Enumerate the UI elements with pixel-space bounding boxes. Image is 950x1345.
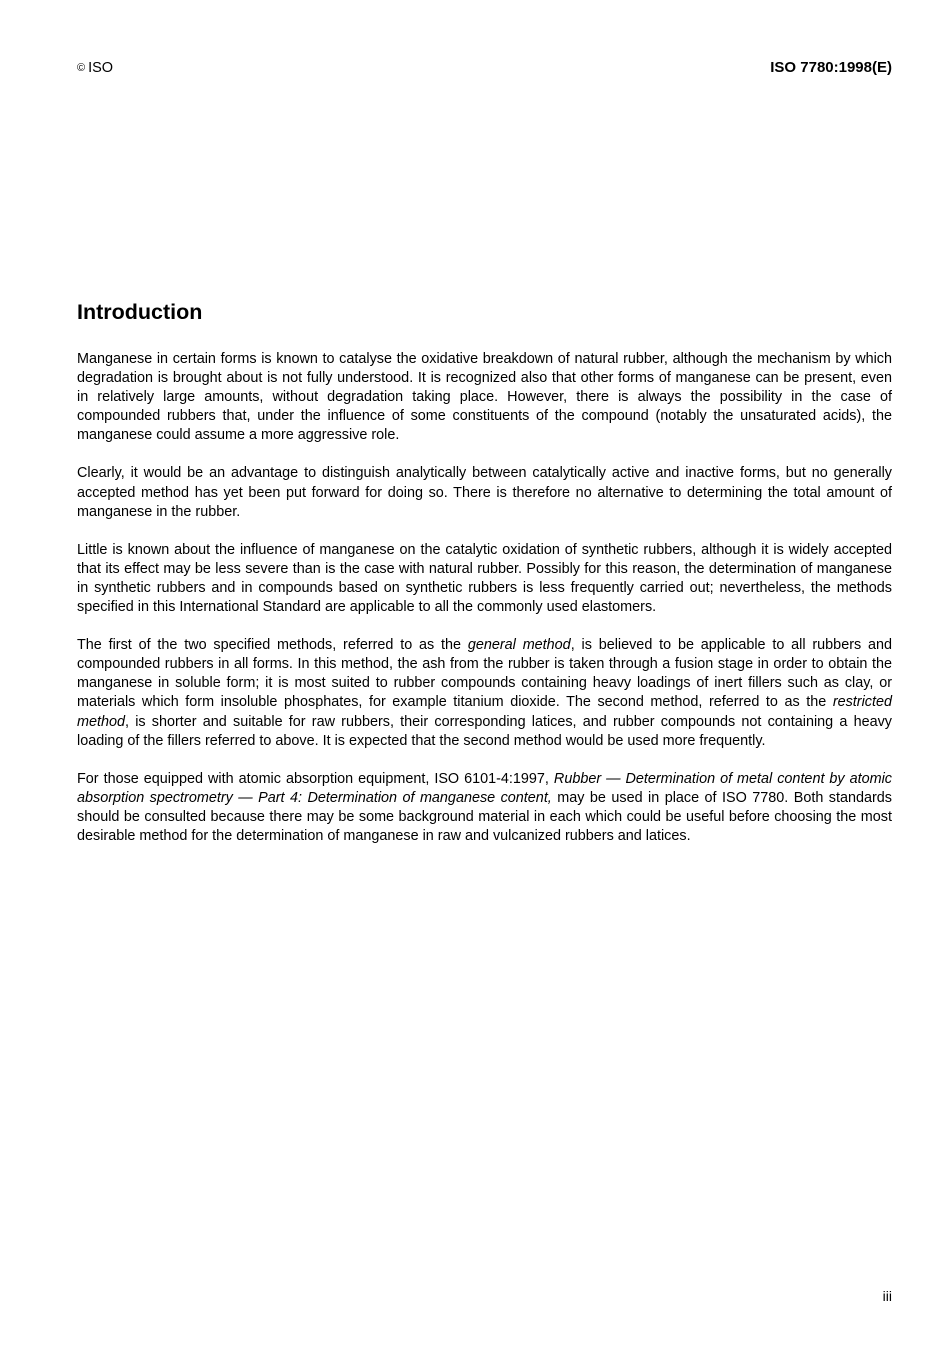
paragraph-4-text-c: , is shorter and suitable for raw rubbers, their corresponding latices, and rubber compounds not containing a heavy loading of the fillers referred to above. It is expected that the second method would be used more frequently. — [77, 713, 892, 749]
paragraph-1: Manganese in certain forms is known to catalyse the oxidative breakdown of natural rubber, although the mechanism by which degradation is brought about is not fully understood. It is recognized also that other forms of manganese can be present, even in relatively large amounts, without degradation taking place. However, there is always the possibility in the case of compounded rubbers that, under the influence of some constituents of the compound (notably the unsaturated acids), the manganese could assume a more aggressive role. — [77, 351, 892, 444]
paragraph-4-text-a: The first of the two specified methods, referred to as the — [77, 637, 468, 654]
paragraph-3: Little is known about the influence of manganese on the catalytic oxidation of synthetic rubbers, although it is widely accepted that its effect may be less severe than is the case with natural rubber. Possibly for this reason, the determination of manganese in synthetic rubbers and in compounds based on synthetic rubbers is less frequently carried out; nevertheless, the methods specified in this International Standard are applicable to all the commonly used elastomers. — [77, 541, 892, 616]
header-organization: ISO — [88, 60, 114, 76]
header-copyright — [77, 59, 113, 77]
page-number: iii — [882, 1288, 892, 1304]
reference-title: Rubber — Determination of metal content by atomic absorption spectrometry — Part 4: Determination of manganese content, — [77, 770, 893, 806]
paragraph-4-text-b: , is believed to be applicable to all rubbers and compounded rubbers in all forms. In this method, the ash from the rubber is taken through a fusion stage in order to obtain the manganese in soluble form; it is most suited to rubber compounds containing heavy loadings of inert fillers such as clay, or materials which form insoluble phosphates, for example titanium dioxide. The second method, referred to as the — [77, 637, 893, 711]
section-title: Introduction — [77, 300, 203, 324]
copyright-symbol: © — [77, 62, 86, 74]
term-general-method: general method — [467, 637, 571, 654]
paragraph-4 — [77, 636, 892, 751]
paragraph-5-text-b: may be used in place of ISO 7780. Both standards should be consulted because there may be some background material in each which could be useful before choosing the most desirable method for the determination of manganese in raw and vulcanized rubbers and latices. — [77, 789, 892, 844]
introduction-body — [77, 350, 892, 865]
term-restricted-method: restricted method — [77, 694, 892, 730]
paragraph-2: Clearly, it would be an advantage to distinguish analytically between catalytically active and inactive forms, but no generally accepted method has yet been put forward for doing so. There is therefore no alternative to determining the total amount of manganese in the rubber. — [77, 465, 892, 520]
header-document-id: ISO 7780:1998(E) — [770, 59, 892, 76]
paragraph-5 — [77, 770, 892, 846]
paragraph-5-text-a: For those equipped with atomic absorption equipment, ISO 6101-4:1997, — [77, 770, 554, 787]
